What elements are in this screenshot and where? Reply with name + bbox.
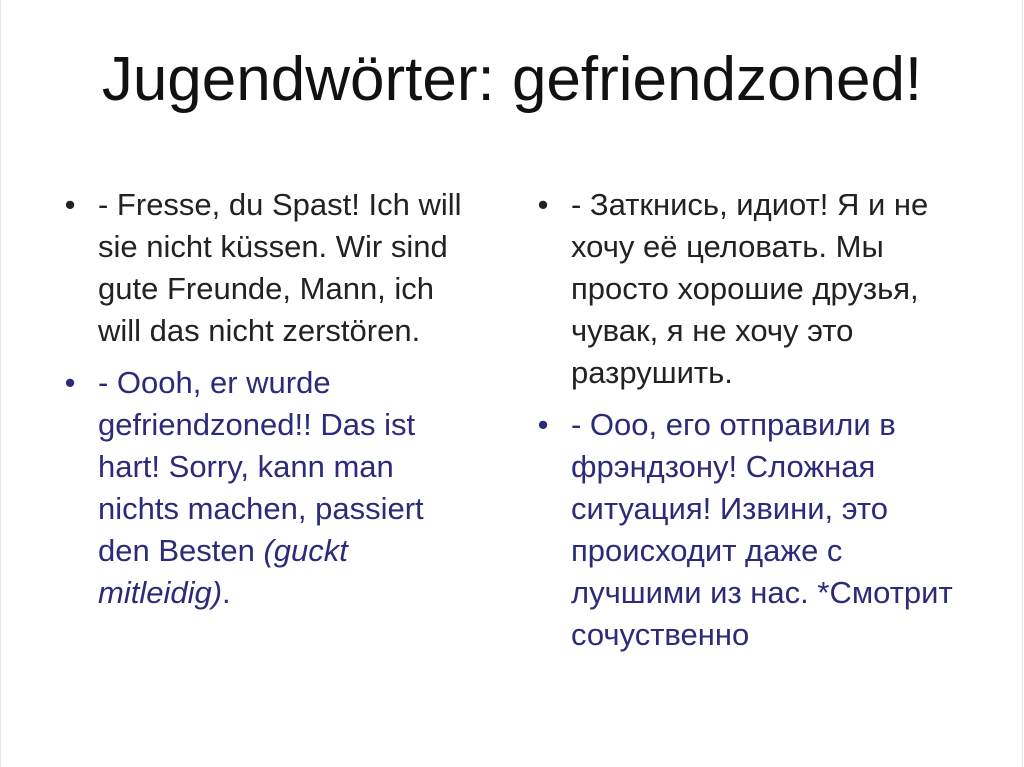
- bullet-dot-icon: •: [64, 365, 76, 400]
- left-bullet-2-tail: .: [222, 575, 231, 610]
- left-bullet-1-text: - Fresse, du Spast! Ich will sie nicht küssen. Wir sind gute Freunde, Mann, ich will das nicht zerstören.: [98, 187, 462, 348]
- right-bullet-2: [533, 404, 953, 656]
- bullet-dot-icon: •: [64, 187, 76, 222]
- right-bullet-2-text: - Ооо, его отправили в фрэндзону! Сложная ситуация! Извини, это происходит даже с лучшими из нас. *Смотрит сочуственно: [571, 407, 953, 652]
- bullet-dot-icon: •: [537, 187, 549, 222]
- slide-title: Jugendwörter: gefriendzoned!: [101, 45, 923, 114]
- right-bullet-1: [533, 184, 953, 394]
- bullet-dot-icon: •: [537, 407, 549, 442]
- right-bullet-1-text: - Заткнись, идиот! Я и не хочу её целовать. Мы просто хорошие друзья, чувак, я не хочу это разрушить.: [571, 187, 929, 390]
- left-bullet-2-italic: (guckt mitleidig): [98, 533, 348, 610]
- right-column: [533, 184, 953, 666]
- left-bullet-2: [60, 362, 480, 614]
- left-bullet-1: [60, 184, 480, 352]
- left-bullet-2-text: - Oooh, er wurde gefriendzoned!! Das ist hart! Sorry, kann man nichts machen, passiert den Besten: [98, 365, 424, 568]
- left-column: [60, 184, 480, 624]
